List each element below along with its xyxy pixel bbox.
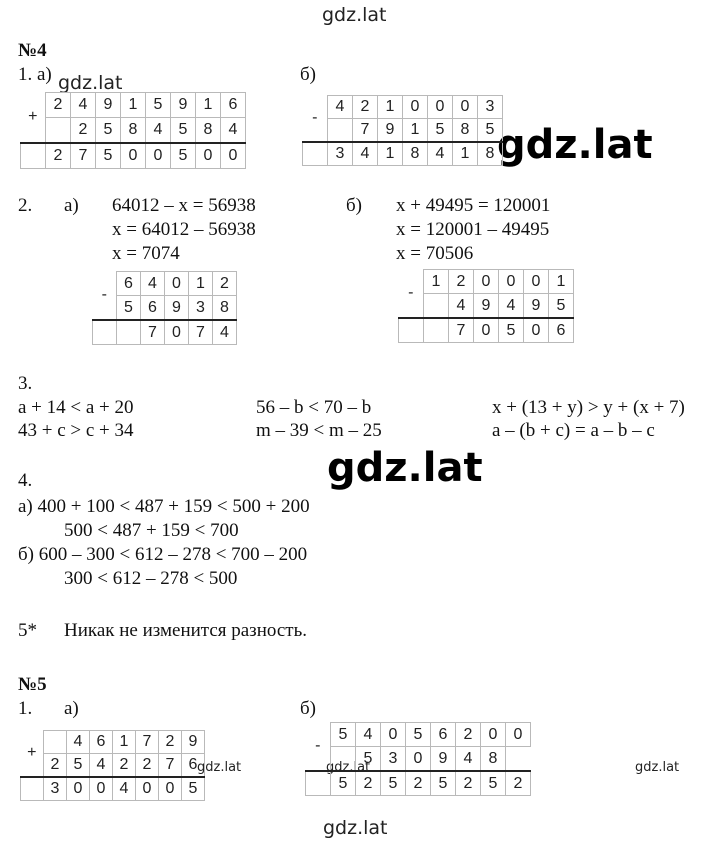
digit-cell: 2	[113, 754, 136, 778]
digit-cell: 4	[353, 142, 378, 166]
operator-cell: -	[303, 96, 328, 143]
grid-row	[303, 96, 503, 119]
task-number: 1. а)	[18, 64, 52, 85]
grid-row	[306, 723, 531, 747]
digit-cell: 0	[481, 723, 506, 747]
digit-cell: 3	[189, 296, 213, 321]
section-title: №5	[18, 674, 47, 695]
digit-cell	[46, 118, 71, 144]
operator-cell	[21, 143, 46, 169]
digit-cell: 0	[165, 320, 189, 345]
grid-row	[306, 747, 531, 772]
digit-cell: 2	[71, 118, 96, 144]
inequality: a + 14 < a + 20	[18, 397, 134, 418]
digit-cell: 8	[403, 142, 428, 166]
digit-cell: 0	[90, 777, 113, 801]
digit-cell: 4	[456, 747, 481, 772]
column-addition-grid	[20, 92, 246, 169]
digit-cell: 2	[456, 723, 481, 747]
digit-cell: 5	[356, 747, 381, 772]
part-label: а)	[64, 698, 79, 719]
digit-cell: 7	[71, 143, 96, 169]
digit-cell: 2	[356, 771, 381, 796]
inequality: 56 – b < 70 – b	[256, 397, 372, 418]
digit-cell: 5	[146, 93, 171, 118]
inequality: m – 39 < m – 25	[256, 420, 382, 441]
digit-cell: 0	[159, 777, 182, 801]
digit-cell: 0	[67, 777, 90, 801]
digit-cell: 4	[71, 93, 96, 118]
digit-cell: 9	[96, 93, 121, 118]
digit-cell: 1	[113, 731, 136, 754]
digit-cell: 5	[406, 723, 431, 747]
digit-cell: 7	[136, 731, 159, 754]
digit-cell: 0	[403, 96, 428, 119]
operator-cell: +	[21, 93, 46, 144]
digit-cell: 8	[453, 119, 478, 143]
digit-cell: 5	[96, 143, 121, 169]
digit-cell: 4	[213, 320, 237, 345]
digit-cell: 4	[356, 723, 381, 747]
operator-cell	[93, 320, 117, 345]
part-label: а)	[64, 195, 79, 216]
digit-cell: 2	[456, 771, 481, 796]
digit-cell: 0	[428, 96, 453, 119]
digit-cell: 0	[121, 143, 146, 169]
digit-cell: 4	[428, 142, 453, 166]
digit-cell: 3	[381, 747, 406, 772]
column-subtraction-grid	[92, 271, 237, 345]
digit-cell: 8	[196, 118, 221, 144]
digit-cell: 5	[431, 771, 456, 796]
digit-cell: 0	[136, 777, 159, 801]
digit-cell: 1	[189, 272, 213, 296]
digit-cell: 5	[171, 143, 196, 169]
watermark: gdz.lat	[58, 72, 123, 94]
digit-cell: 7	[449, 318, 474, 343]
equation-line: x = 120001 – 49495	[396, 219, 550, 240]
grid-row	[303, 142, 503, 166]
grid-row	[93, 320, 237, 345]
watermark: gdz.lat	[322, 4, 387, 26]
digit-cell: 7	[141, 320, 165, 345]
digit-cell: 2	[136, 754, 159, 778]
digit-cell: 1	[453, 142, 478, 166]
digit-cell: 8	[481, 747, 506, 772]
operator-cell: +	[21, 731, 44, 778]
digit-cell: 3	[44, 777, 67, 801]
digit-cell: 2	[44, 754, 67, 778]
digit-cell: 9	[474, 294, 499, 319]
operator-cell	[306, 771, 331, 796]
digit-cell: 1	[378, 96, 403, 119]
inequality: б) 600 – 300 < 612 – 278 < 700 – 200	[18, 544, 308, 565]
inequality: 43 + c > c + 34	[18, 420, 134, 441]
digit-cell: 0	[474, 318, 499, 343]
digit-cell: 4	[113, 777, 136, 801]
part-label: б)	[300, 64, 316, 85]
digit-cell: 5	[428, 119, 453, 143]
equation-line: x = 70506	[396, 243, 474, 264]
digit-cell	[424, 294, 449, 319]
inequality: x + (13 + y) > y + (x + 7)	[492, 397, 685, 418]
watermark: gdz.lat	[323, 817, 388, 839]
digit-cell: 5	[182, 777, 205, 801]
grid-row	[21, 93, 246, 118]
digit-cell: 1	[403, 119, 428, 143]
grid-row	[93, 272, 237, 296]
operator-cell	[399, 318, 424, 343]
digit-cell: 0	[406, 747, 431, 772]
watermark: gdz.lat	[327, 445, 483, 491]
digit-cell	[331, 747, 356, 772]
column-subtraction-grid	[305, 722, 531, 796]
digit-cell: 1	[196, 93, 221, 118]
digit-cell: 5	[117, 296, 141, 321]
digit-cell	[424, 318, 449, 343]
column-subtraction-grid	[302, 95, 503, 166]
digit-cell: 6	[431, 723, 456, 747]
digit-cell: 6	[549, 318, 574, 343]
digit-cell	[44, 731, 67, 754]
part-label: б)	[346, 195, 362, 216]
digit-cell: 4	[141, 272, 165, 296]
digit-cell: 2	[213, 272, 237, 296]
digit-cell: 2	[353, 96, 378, 119]
task-number: 3.	[18, 373, 33, 394]
digit-cell: 7	[353, 119, 378, 143]
digit-cell: 0	[381, 723, 406, 747]
operator-cell: -	[306, 723, 331, 772]
operator-cell: -	[399, 270, 424, 319]
watermark: gdz.lat	[497, 122, 653, 168]
digit-cell: 0	[474, 270, 499, 294]
digit-cell: 0	[524, 318, 549, 343]
section-title: №4	[18, 40, 47, 61]
digit-cell: 4	[67, 731, 90, 754]
digit-cell: 2	[506, 771, 531, 796]
digit-cell: 5	[331, 771, 356, 796]
digit-cell: 2	[449, 270, 474, 294]
digit-cell: 1	[378, 142, 403, 166]
operator-cell: -	[93, 272, 117, 321]
digit-cell: 6	[90, 731, 113, 754]
digit-cell: 0	[146, 143, 171, 169]
part-label: б)	[300, 698, 316, 719]
digit-cell: 5	[331, 723, 356, 747]
digit-cell: 5	[481, 771, 506, 796]
digit-cell: 2	[46, 143, 71, 169]
digit-cell: 1	[424, 270, 449, 294]
digit-cell: 4	[328, 96, 353, 119]
digit-cell: 5	[499, 318, 524, 343]
digit-cell: 5	[67, 754, 90, 778]
digit-cell: 8	[121, 118, 146, 144]
digit-cell: 6	[117, 272, 141, 296]
watermark: gdz.lat	[197, 760, 242, 775]
equation-line: x + 49495 = 120001	[396, 195, 551, 216]
digit-cell: 2	[406, 771, 431, 796]
grid-row	[303, 119, 503, 143]
digit-cell: 0	[221, 143, 246, 169]
column-subtraction-grid	[398, 269, 574, 343]
digit-cell: 6	[221, 93, 246, 118]
digit-cell	[328, 119, 353, 143]
task-number: 4.	[18, 470, 33, 491]
task-number: 1.	[18, 698, 33, 719]
digit-cell: 5	[549, 294, 574, 319]
inequality: а) 400 + 100 < 487 + 159 < 500 + 200	[18, 496, 310, 517]
watermark: gdz.lat	[326, 760, 371, 775]
equation-line: x = 64012 – 56938	[112, 219, 256, 240]
digit-cell: 6	[182, 754, 205, 778]
digit-cell: 7	[189, 320, 213, 345]
digit-cell: 9	[378, 119, 403, 143]
equation-line: x = 7074	[112, 243, 180, 264]
grid-row	[399, 270, 574, 294]
digit-cell: 4	[221, 118, 246, 144]
digit-cell: 7	[159, 754, 182, 778]
grid-row	[21, 118, 246, 144]
grid-row	[399, 318, 574, 343]
grid-row	[21, 731, 205, 754]
grid-row	[306, 771, 531, 796]
digit-cell: 9	[182, 731, 205, 754]
digit-cell: 5	[478, 119, 503, 143]
operator-cell	[303, 142, 328, 166]
digit-cell: 0	[165, 272, 189, 296]
digit-cell: 4	[146, 118, 171, 144]
grid-row	[399, 294, 574, 319]
digit-cell: 3	[478, 96, 503, 119]
inequality: 500 < 487 + 159 < 700	[64, 520, 239, 541]
digit-cell: 3	[328, 142, 353, 166]
digit-cell: 0	[506, 723, 531, 747]
digit-cell: 9	[171, 93, 196, 118]
digit-cell: 5	[96, 118, 121, 144]
digit-cell: 9	[431, 747, 456, 772]
digit-cell: 2	[159, 731, 182, 754]
answer-text: Никак не изменится разность.	[64, 620, 307, 641]
digit-cell: 1	[549, 270, 574, 294]
digit-cell: 9	[524, 294, 549, 319]
digit-cell: 8	[213, 296, 237, 321]
digit-cell: 5	[381, 771, 406, 796]
grid-row	[21, 754, 205, 778]
watermark: gdz.lat	[635, 760, 680, 775]
task-number: 2.	[18, 195, 33, 216]
digit-cell: 1	[121, 93, 146, 118]
column-addition-grid	[20, 730, 205, 801]
digit-cell: 4	[499, 294, 524, 319]
operator-cell	[21, 777, 44, 801]
digit-cell: 5	[171, 118, 196, 144]
digit-cell: 9	[165, 296, 189, 321]
digit-cell: 0	[524, 270, 549, 294]
digit-cell	[117, 320, 141, 345]
grid-row	[21, 143, 246, 169]
digit-cell: 0	[453, 96, 478, 119]
grid-row	[21, 777, 205, 801]
task-number: 5*	[18, 620, 37, 641]
inequality: a – (b + c) = a – b – c	[492, 420, 655, 441]
digit-cell: 4	[449, 294, 474, 319]
digit-cell: 2	[46, 93, 71, 118]
digit-cell: 8	[478, 142, 503, 166]
digit-cell: 0	[499, 270, 524, 294]
digit-cell: 0	[196, 143, 221, 169]
equation-line: 64012 – x = 56938	[112, 195, 256, 216]
digit-cell: 6	[141, 296, 165, 321]
digit-cell: 4	[90, 754, 113, 778]
inequality: 300 < 612 – 278 < 500	[64, 568, 238, 589]
